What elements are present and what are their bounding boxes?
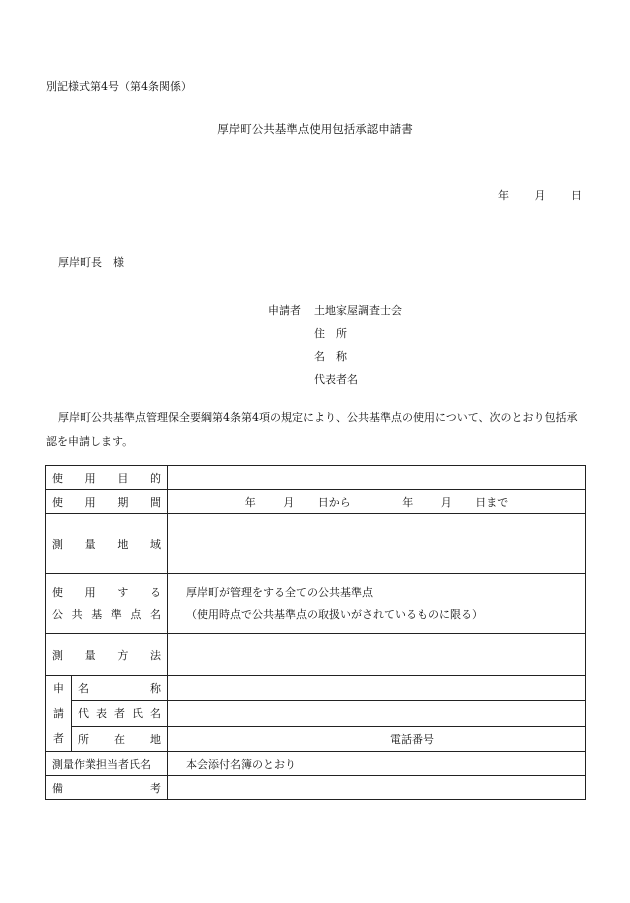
date-year: 年 xyxy=(498,189,509,202)
applicant-address-label: 住 所 xyxy=(314,327,347,340)
addressee: 厚岸町長 様 xyxy=(58,256,124,269)
location-value[interactable] xyxy=(168,726,586,751)
applicant-block xyxy=(268,299,402,391)
survey-person-label: 測量作業担当者氏名 xyxy=(46,752,168,776)
remarks-value[interactable] xyxy=(168,776,586,800)
rep-label: 代 表 者 氏 名 xyxy=(72,701,168,726)
purpose-label: 使 用 目 的 xyxy=(46,466,168,490)
applicant-org: 土地家屋調査士会 xyxy=(314,304,402,317)
date-line xyxy=(476,187,582,203)
method-value[interactable] xyxy=(168,634,586,676)
remarks-label: 備 考 xyxy=(46,776,168,800)
points-value[interactable]: 厚岸町が管理をする全ての公共基準点 （使用時点で公共基準点の取扱いがされているものに限る） xyxy=(168,574,586,634)
purpose-value[interactable] xyxy=(168,466,586,490)
form-number: 別記様式第4号（第4条関係） xyxy=(46,80,192,93)
points-label: 使 用 す る 公 共 基 準 点 名 xyxy=(46,574,168,634)
survey-person-value[interactable]: 本会添付名簿のとおり xyxy=(168,752,586,776)
application-table xyxy=(45,465,586,800)
applicant-label: 申請者 xyxy=(268,304,301,317)
phone-label: 電話番号 xyxy=(390,732,434,746)
location-label: 所 在 地 xyxy=(72,726,168,751)
method-label: 測 量 方 法 xyxy=(46,634,168,676)
name-label: 名 称 xyxy=(72,676,168,701)
area-value[interactable] xyxy=(168,514,586,574)
document-title: 厚岸町公共基準点使用包括承認申請書 xyxy=(217,122,413,136)
request-body: 厚岸町公共基準点管理保全要綱第4条第4項の規定により、公共基準点の使用について、次のとおり包括承認を申請します。 xyxy=(46,411,578,448)
applicant-name-label: 名 称 xyxy=(314,350,347,363)
period-label: 使 用 期 間 xyxy=(46,490,168,514)
area-label: 測 量 地 域 xyxy=(46,514,168,574)
applicant-rep-label: 代表者名 xyxy=(314,373,358,386)
date-month: 月 xyxy=(534,189,546,202)
applicant-side-label: 申 請 者 xyxy=(46,676,72,752)
date-day: 日 xyxy=(571,189,582,202)
rep-value[interactable] xyxy=(168,701,586,726)
name-value[interactable] xyxy=(168,676,586,701)
period-value[interactable]: 年 月 日から 年 月 日まで xyxy=(168,490,586,514)
